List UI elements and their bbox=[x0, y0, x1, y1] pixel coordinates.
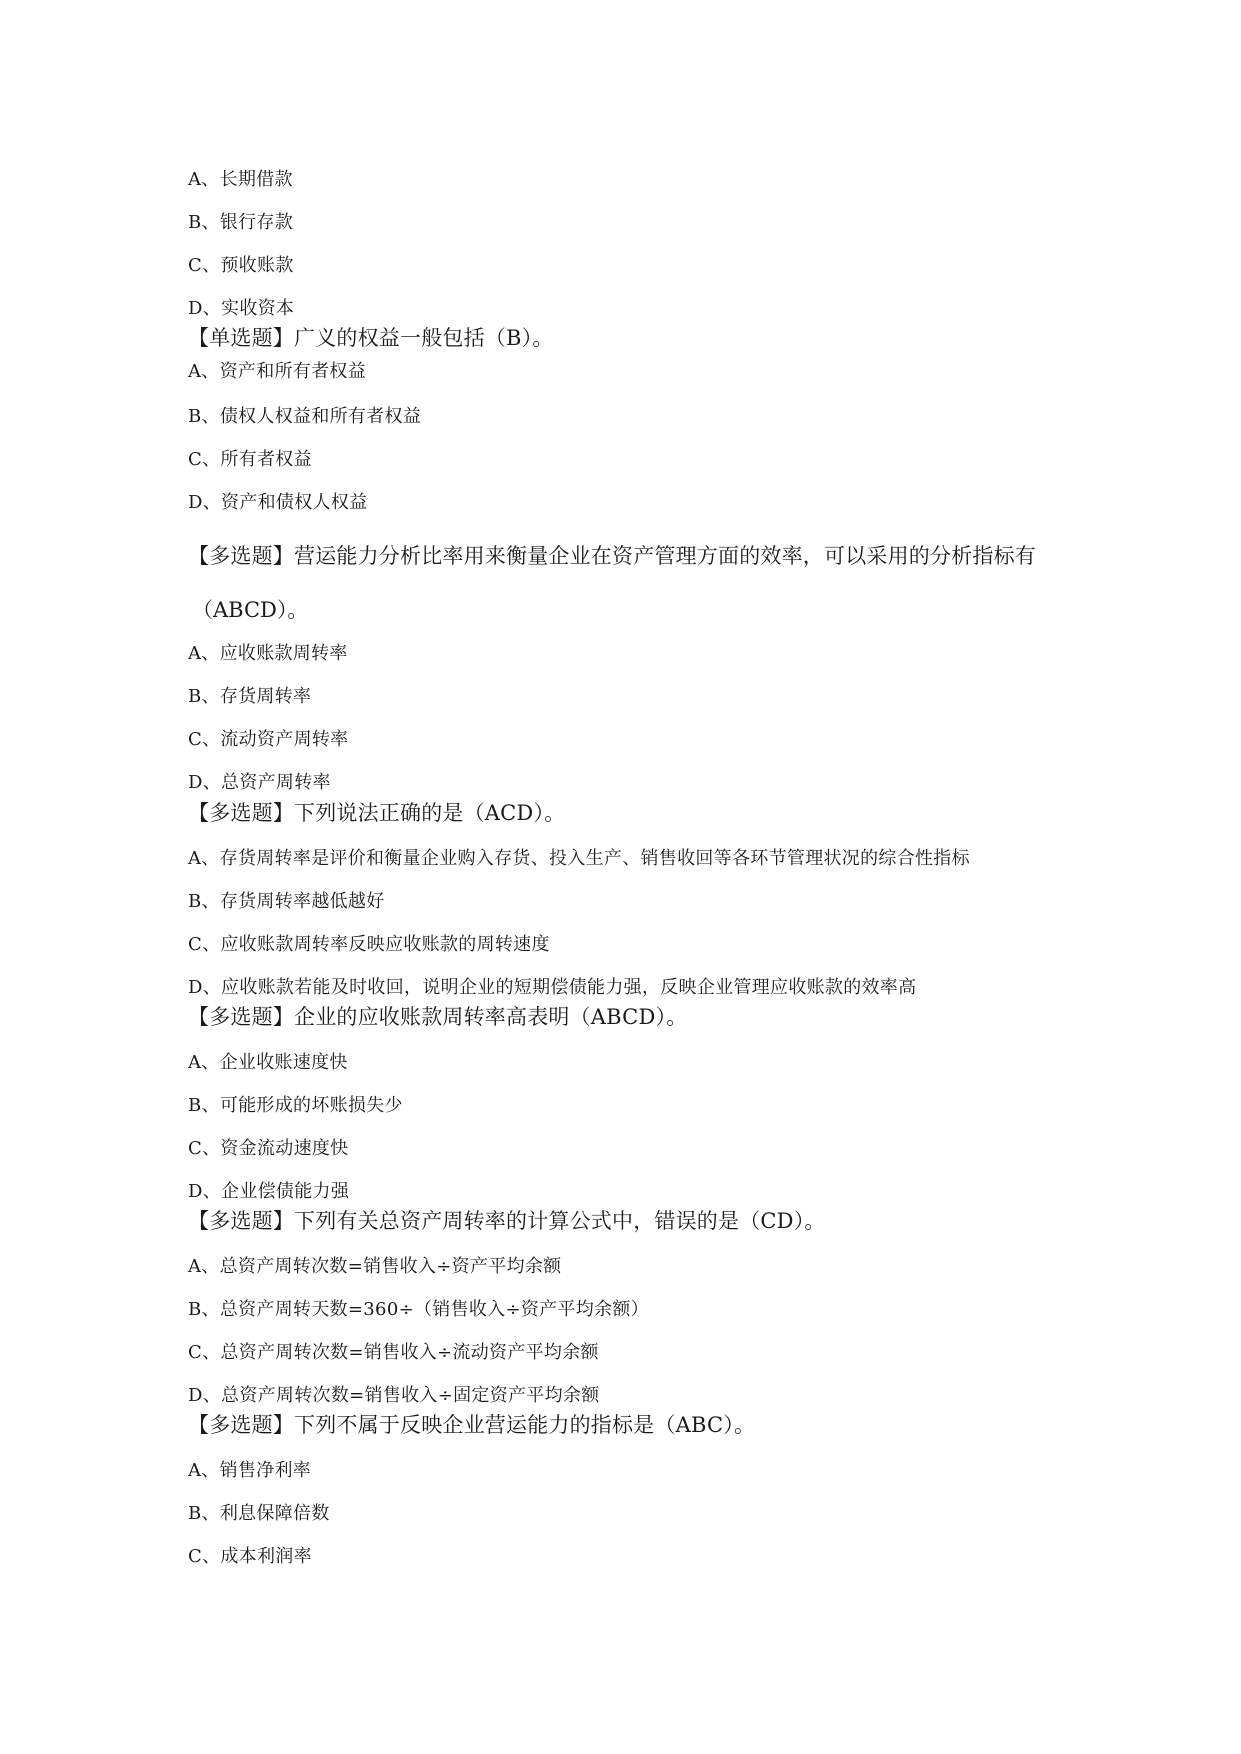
option-line: B、债权人权益和所有者权益 bbox=[188, 406, 422, 427]
option-line: C、应收账款周转率反映应收账款的周转速度 bbox=[188, 934, 550, 955]
option-line: D、资产和债权人权益 bbox=[188, 492, 368, 513]
option-line: B、银行存款 bbox=[188, 212, 294, 233]
question-continuation: （ABCD）。 bbox=[192, 598, 309, 622]
option-line: D、实收资本 bbox=[188, 298, 295, 319]
option-line: C、总资产周转次数=销售收入÷流动资产平均余额 bbox=[188, 1342, 599, 1363]
document-page bbox=[188, 0, 1088, 1754]
question-line: 【单选题】广义的权益一般包括（B）。 bbox=[188, 326, 554, 350]
option-line: C、成本利润率 bbox=[188, 1546, 312, 1567]
question-line: 【多选题】营运能力分析比率用来衡量企业在资产管理方面的效率，可以采用的分析指标有 bbox=[188, 544, 1036, 568]
option-line: D、应收账款若能及时收回，说明企业的短期偿债能力强，反映企业管理应收账款的效率高 bbox=[188, 977, 917, 998]
option-line: C、资金流动速度快 bbox=[188, 1138, 349, 1159]
option-line: B、总资产周转天数=360÷（销售收入÷资产平均余额） bbox=[188, 1299, 649, 1320]
option-line: B、存货周转率 bbox=[188, 686, 312, 707]
question-line: 【多选题】下列有关总资产周转率的计算公式中，错误的是（CD）。 bbox=[188, 1209, 826, 1233]
option-line: B、存货周转率越低越好 bbox=[188, 891, 385, 912]
option-line: D、总资产周转次数=销售收入÷固定资产平均余额 bbox=[188, 1385, 600, 1406]
option-line: C、预收账款 bbox=[188, 255, 294, 276]
option-line: A、长期借款 bbox=[188, 169, 293, 190]
option-line: D、企业偿债能力强 bbox=[188, 1181, 350, 1202]
option-line: A、应收账款周转率 bbox=[188, 643, 348, 664]
question-line: 【多选题】下列说法正确的是（ACD）。 bbox=[188, 801, 566, 825]
option-line: A、企业收账速度快 bbox=[188, 1052, 348, 1073]
option-line: A、销售净利率 bbox=[188, 1460, 312, 1481]
option-line: A、资产和所有者权益 bbox=[188, 361, 366, 382]
question-line: 【多选题】下列不属于反映企业营运能力的指标是（ABC）。 bbox=[188, 1413, 756, 1437]
option-line: B、利息保障倍数 bbox=[188, 1503, 330, 1524]
option-line: A、总资产周转次数=销售收入÷资产平均余额 bbox=[188, 1256, 562, 1277]
option-line: C、所有者权益 bbox=[188, 449, 312, 470]
option-line: B、可能形成的坏账损失少 bbox=[188, 1095, 403, 1116]
option-line: D、总资产周转率 bbox=[188, 772, 331, 793]
option-line: A、存货周转率是评价和衡量企业购入存货、投入生产、销售收回等各环节管理状况的综合性指标 bbox=[188, 848, 970, 869]
question-line: 【多选题】企业的应收账款周转率高表明（ABCD）。 bbox=[188, 1005, 688, 1029]
option-line: C、流动资产周转率 bbox=[188, 729, 349, 750]
